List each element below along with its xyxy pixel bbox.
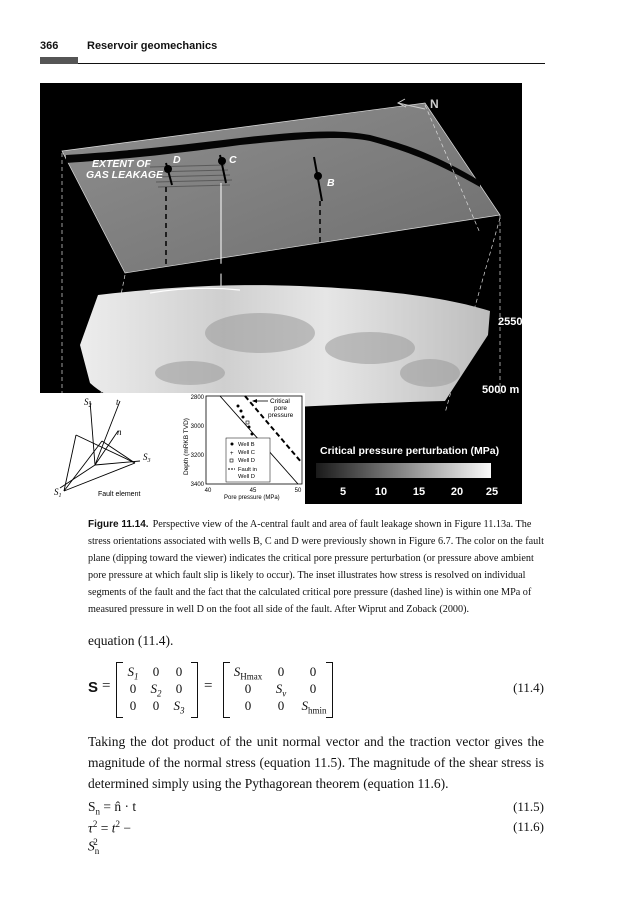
inset-ylabel: Depth (mRKB TVD)	[183, 418, 190, 475]
inset-s3: $S_3$	[143, 452, 151, 464]
colorbar-tick: 25	[485, 486, 499, 498]
equation-11-4	[88, 662, 544, 718]
equation-intro: equation (11.4).	[88, 633, 174, 648]
inset-s2: $S_2$	[84, 397, 92, 409]
north-label: N	[430, 97, 439, 111]
label-well-d: D	[173, 154, 181, 166]
m1-cell: 0	[175, 681, 183, 696]
m1-cell: 0	[129, 681, 137, 696]
legend-entry: Fault in	[238, 467, 258, 473]
inset-fault-element: Fault element	[98, 491, 141, 498]
colorbar-ticks	[340, 486, 498, 498]
legend-entry: Well B	[238, 442, 255, 448]
page-number: 366	[40, 40, 59, 52]
inset-critical-3: pressure	[268, 412, 294, 419]
inset-xtick: 40	[204, 488, 212, 494]
equation-11-6: $\tau^2 = t^2 - S_n^2$	[88, 819, 131, 856]
colorbar-tick: 20	[450, 486, 464, 498]
equation-11-5: $S_n$ = n̂ · t	[88, 799, 137, 817]
colorbar-tick: 15	[412, 486, 426, 498]
m2-cell: 0	[309, 681, 317, 696]
colorbar-title: Critical pressure perturbation (MPa)	[320, 445, 500, 457]
caption-text: Perspective view of the A-central fault and area of fault leakage shown in Figure 11.13a. The stress orientations associated with wells B, C and D were previously shown in Figure 6.7. The color on the fault plane (dipping toward the viewer) indicates the critical pore pressure perturbation (or pressure above ambient pore pressure at which fault slip is likely to occur). The inset illustrates how stress is resolved on individual segments of the fault and the fact that the calculated critical pore pressure (dashed line) is within one MPa of measured pressure in well D on the foot all side of the fault. After Wiprut and Zoback (2000).	[88, 519, 544, 615]
label-extent-of: EXTENT OF	[92, 158, 151, 170]
inset-s1: $S_1$	[54, 487, 62, 499]
label-2550m: 2550 m	[498, 316, 536, 328]
header-rule	[78, 63, 545, 64]
inset-n: n	[117, 427, 122, 437]
caption-label: Figure 11.14.	[88, 519, 149, 530]
legend-entry: Well C	[238, 450, 255, 456]
label-5000m: 5000 m	[482, 384, 520, 396]
inset-critical-1: Critical	[270, 398, 290, 405]
inset-t: t	[116, 397, 119, 407]
m1-cell: $S_3$	[173, 698, 185, 716]
label-well-b: B	[327, 177, 335, 189]
equals-sign: =	[102, 678, 111, 694]
m2-cell: 0	[277, 698, 285, 713]
figure-11-14	[40, 83, 536, 504]
colorbar-tick: 5	[339, 486, 347, 498]
m2-cell: 0	[277, 664, 285, 679]
inset-ytick: 3200	[190, 453, 204, 459]
running-header	[40, 40, 545, 54]
top-surface-plane	[62, 103, 500, 273]
legend-entry: Well D	[238, 474, 255, 480]
inset-xtick: 50	[294, 488, 302, 494]
running-title: Reservoir geomechanics	[87, 40, 218, 52]
inset-xlabel: Pore pressure (MPa)	[224, 495, 280, 501]
equation-number: (11.6)	[513, 819, 544, 834]
figure-graphic	[40, 83, 536, 504]
inset-ytick: 2800	[190, 395, 204, 401]
m2-cell: 0	[309, 664, 317, 679]
header-bar	[40, 57, 78, 64]
colorbar-tick: 10	[374, 486, 388, 498]
inset-xtick: 45	[249, 488, 257, 494]
inset-ytick: 3000	[190, 424, 204, 430]
svg-text:+: +	[230, 451, 234, 457]
label-well-c: C	[229, 154, 237, 166]
equation-number: (11.5)	[513, 799, 544, 814]
m1-cell: $S_2$	[150, 681, 162, 699]
matrix2-left-bracket	[223, 662, 230, 718]
body-paragraph: Taking the dot product of the unit normal vector and the traction vector gives the magnitude of the normal stress (equation 11.5). The magnitude of the shear stress is determined simply using the Pythagorean theorem (equation 11.6).	[88, 734, 544, 791]
m2-cell: $S_{hmin}$	[301, 698, 327, 716]
label-gas-leakage: GAS LEAKAGE	[86, 169, 164, 181]
m2-cell: 0	[244, 698, 252, 713]
stress-tensor-symbol: S	[88, 679, 99, 696]
m2-cell: $S_{Hmax}$	[233, 664, 263, 682]
inset-ytick: 3400	[190, 482, 204, 488]
m1-cell: 0	[129, 698, 137, 713]
equation-number: (11.4)	[513, 680, 544, 695]
m1-cell: 0	[152, 698, 160, 713]
m1-cell: 0	[152, 664, 160, 679]
colorbar	[316, 463, 491, 478]
m2-cell: $S_v$	[275, 681, 287, 699]
m1-cell: $S_1$	[127, 664, 139, 682]
matrix1-right-bracket	[191, 662, 198, 718]
figure-caption	[88, 516, 544, 618]
equals-sign: =	[204, 678, 213, 694]
legend-entry: Well D	[238, 458, 255, 464]
m2-cell: 0	[244, 681, 252, 696]
m1-cell: 0	[175, 664, 183, 679]
inset-critical-2: pore	[274, 405, 288, 412]
